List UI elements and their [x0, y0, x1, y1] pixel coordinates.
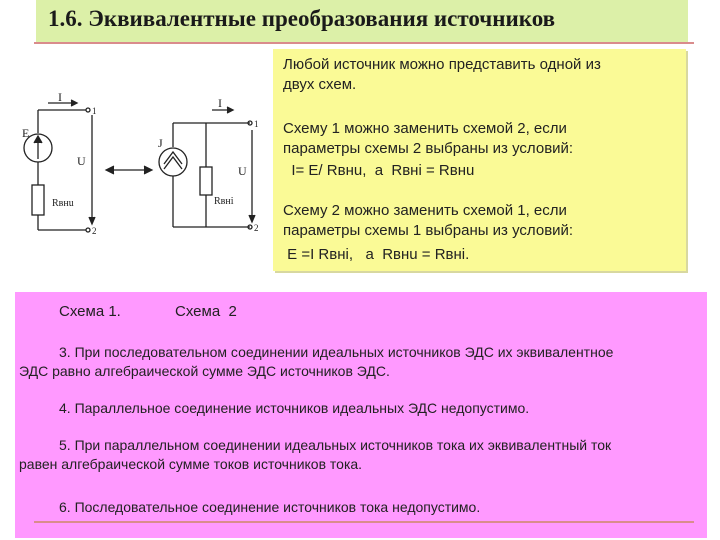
info-line: Схему 1 можно заменить схемой 2, если — [283, 120, 567, 137]
rule-6: 6. Последовательное соединение источников тока недопустимо. — [59, 499, 481, 515]
arrowhead — [227, 107, 233, 113]
node-2-label: 2 — [254, 223, 259, 233]
source-chevron — [164, 157, 182, 169]
resistor-label: Rвнu — [52, 198, 74, 209]
node-1-label: 1 — [254, 119, 259, 129]
node-1-label: 1 — [92, 106, 97, 116]
voltage-label: U — [77, 154, 86, 168]
rule-5-line-2: равен алгебраической сумме токов источников тока. — [19, 456, 363, 472]
info-line: Схему 2 можно заменить схемой 1, если — [283, 202, 567, 219]
arrowhead — [71, 100, 77, 106]
arrowhead — [34, 136, 42, 143]
bottom-underline — [34, 521, 694, 523]
current-label: I — [218, 96, 222, 110]
resistor — [200, 167, 212, 195]
source-label: J — [158, 136, 163, 150]
rule-3-line-2: ЭДС равно алгебраической сумме ЭДС источников ЭДС. — [19, 363, 390, 379]
info-line: параметры схемы 2 выбраны из условий: — [283, 140, 574, 157]
condition-formula: I= E/ Rвнu, а Rвнi = Rвнu — [283, 162, 475, 179]
node-2 — [86, 228, 90, 232]
scheme-labels: Схема 1. Схема 2 — [59, 303, 237, 320]
node-2-label: 2 — [92, 226, 97, 236]
voltage-label: U — [238, 164, 247, 178]
emf-label: E — [22, 126, 30, 140]
arrowhead — [249, 215, 255, 222]
rules-box — [15, 292, 707, 538]
circuit-diagram — [0, 85, 270, 255]
rule-3-line-1: 3. При последовательном соединении идеальных источников ЭДС их эквивалентное — [59, 344, 614, 360]
info-line: двух схем. — [283, 76, 357, 93]
rule-4: 4. Параллельное соединение источников идеальных ЭДС недопустимо. — [59, 400, 530, 416]
resistor — [32, 185, 44, 215]
condition-formula: E =I Rвнi, а Rвнu = Rвнi. — [283, 246, 470, 263]
arrowhead — [89, 217, 95, 224]
current-label: I — [58, 90, 62, 104]
scheme-1-labels — [22, 90, 97, 236]
equivalence-arrow — [106, 166, 152, 174]
conversion-conditions-box — [273, 49, 686, 271]
rule-5-line-1: 5. При параллельном соединении идеальных источников тока их эквивалентный ток — [59, 437, 612, 453]
title-underline — [34, 42, 694, 44]
info-line: параметры схемы 1 выбраны из условий: — [283, 222, 574, 239]
info-line: Любой источник можно представить одной из — [283, 56, 601, 73]
resistor-label: Rвнi — [214, 196, 234, 207]
page-title: 1.6. Эквивалентные преобразования источников — [48, 6, 556, 31]
node-1 — [86, 108, 90, 112]
